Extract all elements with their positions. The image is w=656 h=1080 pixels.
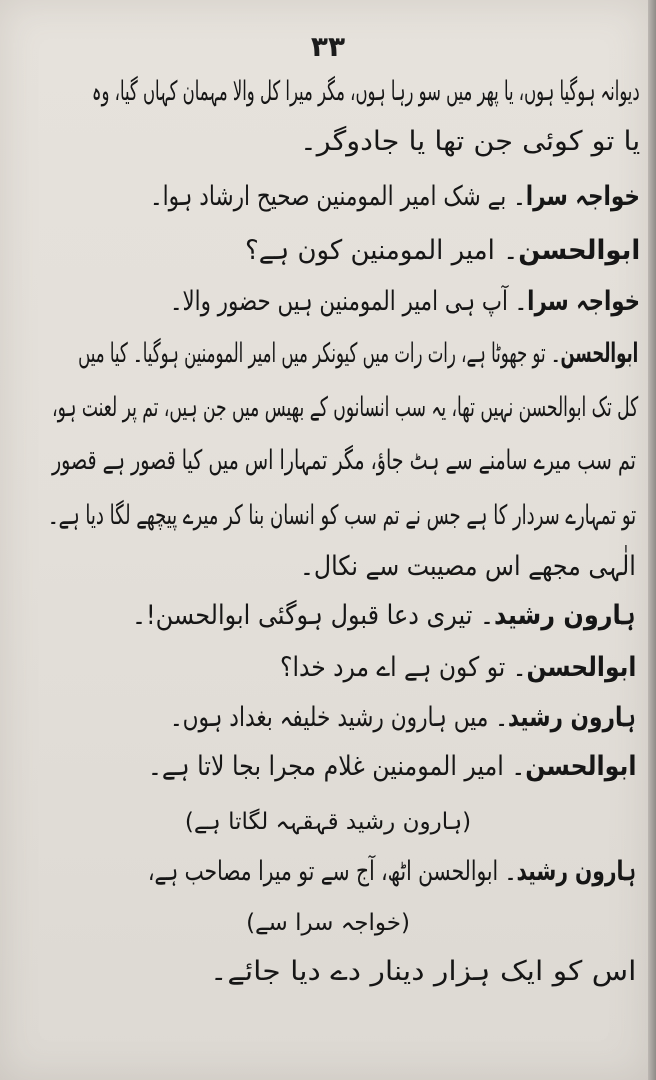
text-line [148, 858, 636, 885]
speaker-name: ہارون رشید [508, 702, 636, 733]
text-line [52, 394, 638, 421]
stage-direction: (خواجہ سرا سے) [246, 910, 410, 936]
line-text: تم سب میرے سامنے سے ہٹ جاؤ، مگر تمہارا اس میں کیا قصور ہے قصور [52, 445, 636, 476]
text-line [48, 502, 636, 529]
line-text: ۔ ابوالحسن اٹھ، آج سے تو میرا مصاحب ہے، [148, 856, 517, 887]
line-text: الٰہی مجھے اس مصیبت سے نکال۔ [300, 551, 636, 582]
text-line [92, 78, 640, 105]
line-text: ۔ تو جھوٹا ہے، رات رات میں کیونکر میں امیر المومنین ہوگیا۔ کیا میں [77, 338, 561, 369]
line-text: ۔ تو کون ہے اے مرد خدا؟ [279, 652, 527, 683]
text-line [170, 704, 636, 731]
line-text: یا تو کوئی جن تھا یا جادوگر۔ [299, 126, 640, 157]
page-number: ۳۳ [310, 30, 346, 63]
text-line [78, 340, 638, 367]
speaker-name: خواجہ سرا [527, 286, 640, 317]
line-text: ۔ بے شک امیر المومنین صحیح ارشاد ہوا۔ [150, 181, 526, 212]
stage-direction: (ہارون رشید قہقہہ لگاتا ہے) [184, 809, 472, 835]
line-text: ۔ میں ہارون رشید خلیفہ بغداد ہوں۔ [170, 702, 509, 733]
line-text: کل تک ابوالحسن نہیں تھا، یہ سب انسانوں کے بھیس میں جن ہیں، تم پر لعنت ہو، [51, 392, 638, 423]
text-line [52, 447, 636, 474]
line-text: دیوانہ ہوگیا ہوں، یا پھر میں سو رہا ہوں، مگر میرا کل والا مہمان کہاں گیا، وہ [92, 76, 640, 107]
line-text: اس کو ایک ہزار دینار دے دیا جائے۔ [209, 956, 636, 987]
speaker-name: ہارون رشید [494, 600, 636, 631]
speaker-name: ابوالحسن [517, 235, 640, 266]
line-text: ۔ آپ ہی امیر المومنین ہیں حضور والا۔ [169, 286, 528, 317]
line-text: ۔ امیر المومنین کون ہے؟ [244, 235, 518, 266]
line-text: ۔ تیری دعا قبول ہوگئی ابوالحسن!۔ [132, 600, 495, 631]
text-line [0, 908, 656, 935]
text-line [132, 602, 636, 629]
text-line [148, 753, 636, 780]
speaker-name: خواجہ سرا [525, 181, 640, 212]
text-line [170, 288, 640, 315]
text-line [150, 183, 640, 210]
text-line [280, 654, 636, 681]
line-text: ۔ امیر المومنین غلام مجرا بجا لاتا ہے۔ [147, 751, 525, 782]
text-line [0, 807, 656, 834]
text-line [300, 128, 640, 155]
text-line [300, 553, 636, 580]
line-text: تو تمہارے سردار کا ہے جس نے تم سب کو انسان بنا کر میرے پیچھے لگا دیا ہے۔ [47, 500, 636, 531]
text-line [210, 958, 636, 985]
speaker-name: ہارون رشید [516, 856, 636, 887]
text-line [245, 237, 640, 264]
speaker-name: ابوالحسن [560, 338, 638, 369]
speaker-name: ابوالحسن [524, 751, 636, 782]
speaker-name: ابوالحسن [526, 652, 636, 683]
